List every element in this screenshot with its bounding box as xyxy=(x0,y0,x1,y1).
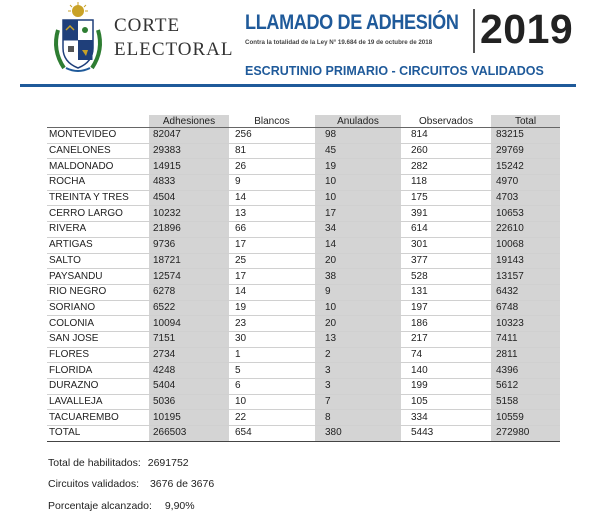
summary-habilitados xyxy=(48,457,189,469)
table-row xyxy=(47,379,560,395)
observados-value: 614 xyxy=(401,222,491,238)
anulados-value: 9 xyxy=(315,284,401,300)
total-observados: 5443 xyxy=(401,426,491,442)
total-total: 272980 xyxy=(491,426,560,442)
column-header-observados: Observados xyxy=(401,115,491,128)
total-value: 29769 xyxy=(491,143,560,159)
column-header-blancos: Blancos xyxy=(229,115,315,128)
habilitados-label: Total de habilitados: xyxy=(48,457,141,469)
observados-value: 118 xyxy=(401,175,491,191)
observados-value: 199 xyxy=(401,379,491,395)
blancos-value: 5 xyxy=(229,363,315,379)
blancos-value: 9 xyxy=(229,175,315,191)
anulados-value: 17 xyxy=(315,206,401,222)
department-name: ROCHA xyxy=(47,175,149,191)
total-value: 15242 xyxy=(491,159,560,175)
summary-porcentaje xyxy=(48,500,195,512)
department-name: PAYSANDU xyxy=(47,269,149,285)
department-name: MONTEVIDEO xyxy=(47,128,149,144)
anulados-value: 38 xyxy=(315,269,401,285)
anulados-value: 20 xyxy=(315,316,401,332)
department-name: LAVALLEJA xyxy=(47,394,149,410)
department-name: SALTO xyxy=(47,253,149,269)
blancos-value: 26 xyxy=(229,159,315,175)
total-value: 22610 xyxy=(491,222,560,238)
table-row xyxy=(47,410,560,426)
summary-circuitos xyxy=(48,478,214,490)
anulados-value: 34 xyxy=(315,222,401,238)
table-row xyxy=(47,347,560,363)
department-name: FLORES xyxy=(47,347,149,363)
electoral-court-logo-text xyxy=(114,14,233,62)
blancos-value: 81 xyxy=(229,143,315,159)
total-anulados: 380 xyxy=(315,426,401,442)
observados-value: 814 xyxy=(401,128,491,144)
observados-value: 377 xyxy=(401,253,491,269)
column-header-anulados: Anulados xyxy=(315,115,401,128)
adhesiones-value: 4248 xyxy=(149,363,229,379)
blancos-value: 66 xyxy=(229,222,315,238)
observados-value: 175 xyxy=(401,190,491,206)
total-value: 6748 xyxy=(491,300,560,316)
porcentaje-label: Porcentaje alcanzado: xyxy=(48,500,152,512)
anulados-value: 3 xyxy=(315,363,401,379)
department-name: MALDONADO xyxy=(47,159,149,175)
table-row xyxy=(47,269,560,285)
adhesiones-value: 9736 xyxy=(149,237,229,253)
adhesiones-value: 10232 xyxy=(149,206,229,222)
blancos-value: 14 xyxy=(229,190,315,206)
total-blancos: 654 xyxy=(229,426,315,442)
page-title: LLAMADO DE ADHESIÓN xyxy=(245,11,459,34)
anulados-value: 3 xyxy=(315,379,401,395)
table-row xyxy=(47,284,560,300)
adhesiones-value: 6278 xyxy=(149,284,229,300)
anulados-value: 14 xyxy=(315,237,401,253)
table-total-row xyxy=(47,426,560,442)
total-value: 10559 xyxy=(491,410,560,426)
blancos-value: 19 xyxy=(229,300,315,316)
anulados-value: 98 xyxy=(315,128,401,144)
anulados-value: 19 xyxy=(315,159,401,175)
adhesiones-value: 5036 xyxy=(149,394,229,410)
table-row xyxy=(47,331,560,347)
observados-value: 260 xyxy=(401,143,491,159)
table-row xyxy=(47,190,560,206)
table-row xyxy=(47,237,560,253)
total-value: 19143 xyxy=(491,253,560,269)
anulados-value: 10 xyxy=(315,190,401,206)
total-value: 4703 xyxy=(491,190,560,206)
blancos-value: 13 xyxy=(229,206,315,222)
adhesiones-value: 4833 xyxy=(149,175,229,191)
observados-value: 74 xyxy=(401,347,491,363)
blancos-value: 6 xyxy=(229,379,315,395)
observados-value: 217 xyxy=(401,331,491,347)
department-name: DURAZNO xyxy=(47,379,149,395)
adhesiones-value: 6522 xyxy=(149,300,229,316)
observados-value: 105 xyxy=(401,394,491,410)
year-label: 2019 xyxy=(480,6,574,52)
blancos-value: 23 xyxy=(229,316,315,332)
total-value: 4970 xyxy=(491,175,560,191)
blancos-value: 1 xyxy=(229,347,315,363)
adhesiones-value: 82047 xyxy=(149,128,229,144)
table-row xyxy=(47,222,560,238)
table-row xyxy=(47,206,560,222)
department-name: SAN JOSE xyxy=(47,331,149,347)
observados-value: 301 xyxy=(401,237,491,253)
column-header-total: Total xyxy=(491,115,560,128)
department-name: RIO NEGRO xyxy=(47,284,149,300)
blancos-value: 10 xyxy=(229,394,315,410)
observados-value: 131 xyxy=(401,284,491,300)
column-header-department xyxy=(47,115,149,128)
department-name: TREINTA Y TRES xyxy=(47,190,149,206)
total-value: 2811 xyxy=(491,347,560,363)
page-subtitle: ESCRUTINIO PRIMARIO - CIRCUITOS VALIDADOS xyxy=(245,64,544,78)
blancos-value: 17 xyxy=(229,237,315,253)
blancos-value: 22 xyxy=(229,410,315,426)
total-value: 13157 xyxy=(491,269,560,285)
table-header-row xyxy=(47,115,560,128)
adhesiones-value: 18721 xyxy=(149,253,229,269)
anulados-value: 7 xyxy=(315,394,401,410)
total-adhesiones: 266503 xyxy=(149,426,229,442)
adhesiones-value: 10195 xyxy=(149,410,229,426)
results-table xyxy=(47,115,560,442)
anulados-value: 8 xyxy=(315,410,401,426)
anulados-value: 2 xyxy=(315,347,401,363)
blancos-value: 25 xyxy=(229,253,315,269)
observados-value: 186 xyxy=(401,316,491,332)
blancos-value: 30 xyxy=(229,331,315,347)
department-name: CERRO LARGO xyxy=(47,206,149,222)
table-row xyxy=(47,300,560,316)
table-row xyxy=(47,159,560,175)
adhesiones-value: 10094 xyxy=(149,316,229,332)
total-value: 5612 xyxy=(491,379,560,395)
total-value: 10323 xyxy=(491,316,560,332)
table-row xyxy=(47,253,560,269)
logo-line-1: CORTE xyxy=(114,15,181,36)
table-row xyxy=(47,316,560,332)
law-note: Contra la totalidad de la Ley N° 19.684 de 19 de octubre de 2018 xyxy=(245,39,433,46)
table-row xyxy=(47,128,560,144)
adhesiones-value: 4504 xyxy=(149,190,229,206)
porcentaje-value: 9,90% xyxy=(164,500,195,512)
observados-value: 391 xyxy=(401,206,491,222)
adhesiones-value: 7151 xyxy=(149,331,229,347)
department-name: FLORIDA xyxy=(47,363,149,379)
table-row xyxy=(47,143,560,159)
observados-value: 197 xyxy=(401,300,491,316)
table-row xyxy=(47,394,560,410)
observados-value: 140 xyxy=(401,363,491,379)
coat-of-arms-icon xyxy=(48,2,108,76)
total-value: 10653 xyxy=(491,206,560,222)
anulados-value: 45 xyxy=(315,143,401,159)
logo-line-2: ELECTORAL xyxy=(114,39,234,60)
department-name: ARTIGAS xyxy=(47,237,149,253)
total-value: 5158 xyxy=(491,394,560,410)
blancos-value: 14 xyxy=(229,284,315,300)
total-value: 4396 xyxy=(491,363,560,379)
observados-value: 528 xyxy=(401,269,491,285)
total-value: 83215 xyxy=(491,128,560,144)
header-rule xyxy=(20,84,576,87)
adhesiones-value: 14915 xyxy=(149,159,229,175)
adhesiones-value: 2734 xyxy=(149,347,229,363)
department-name: TACUAREMBO xyxy=(47,410,149,426)
anulados-value: 13 xyxy=(315,331,401,347)
adhesiones-value: 5404 xyxy=(149,379,229,395)
department-name: SORIANO xyxy=(47,300,149,316)
header xyxy=(0,0,593,92)
table-row xyxy=(47,175,560,191)
observados-value: 334 xyxy=(401,410,491,426)
title-divider xyxy=(473,9,475,53)
anulados-value: 10 xyxy=(315,300,401,316)
department-name: RIVERA xyxy=(47,222,149,238)
total-value: 10068 xyxy=(491,237,560,253)
circuitos-label: Circuitos validados: xyxy=(48,478,140,490)
habilitados-value: 2691752 xyxy=(147,457,189,469)
adhesiones-value: 29383 xyxy=(149,143,229,159)
total-label: TOTAL xyxy=(47,426,149,442)
table-row xyxy=(47,363,560,379)
anulados-value: 10 xyxy=(315,175,401,191)
adhesiones-value: 21896 xyxy=(149,222,229,238)
anulados-value: 20 xyxy=(315,253,401,269)
blancos-value: 17 xyxy=(229,269,315,285)
blancos-value: 256 xyxy=(229,128,315,144)
column-header-adhesiones: Adhesiones xyxy=(149,115,229,128)
total-value: 6432 xyxy=(491,284,560,300)
department-name: COLONIA xyxy=(47,316,149,332)
adhesiones-value: 12574 xyxy=(149,269,229,285)
total-value: 7411 xyxy=(491,331,560,347)
department-name: CANELONES xyxy=(47,143,149,159)
observados-value: 282 xyxy=(401,159,491,175)
circuitos-value: 3676 de 3676 xyxy=(149,478,215,490)
